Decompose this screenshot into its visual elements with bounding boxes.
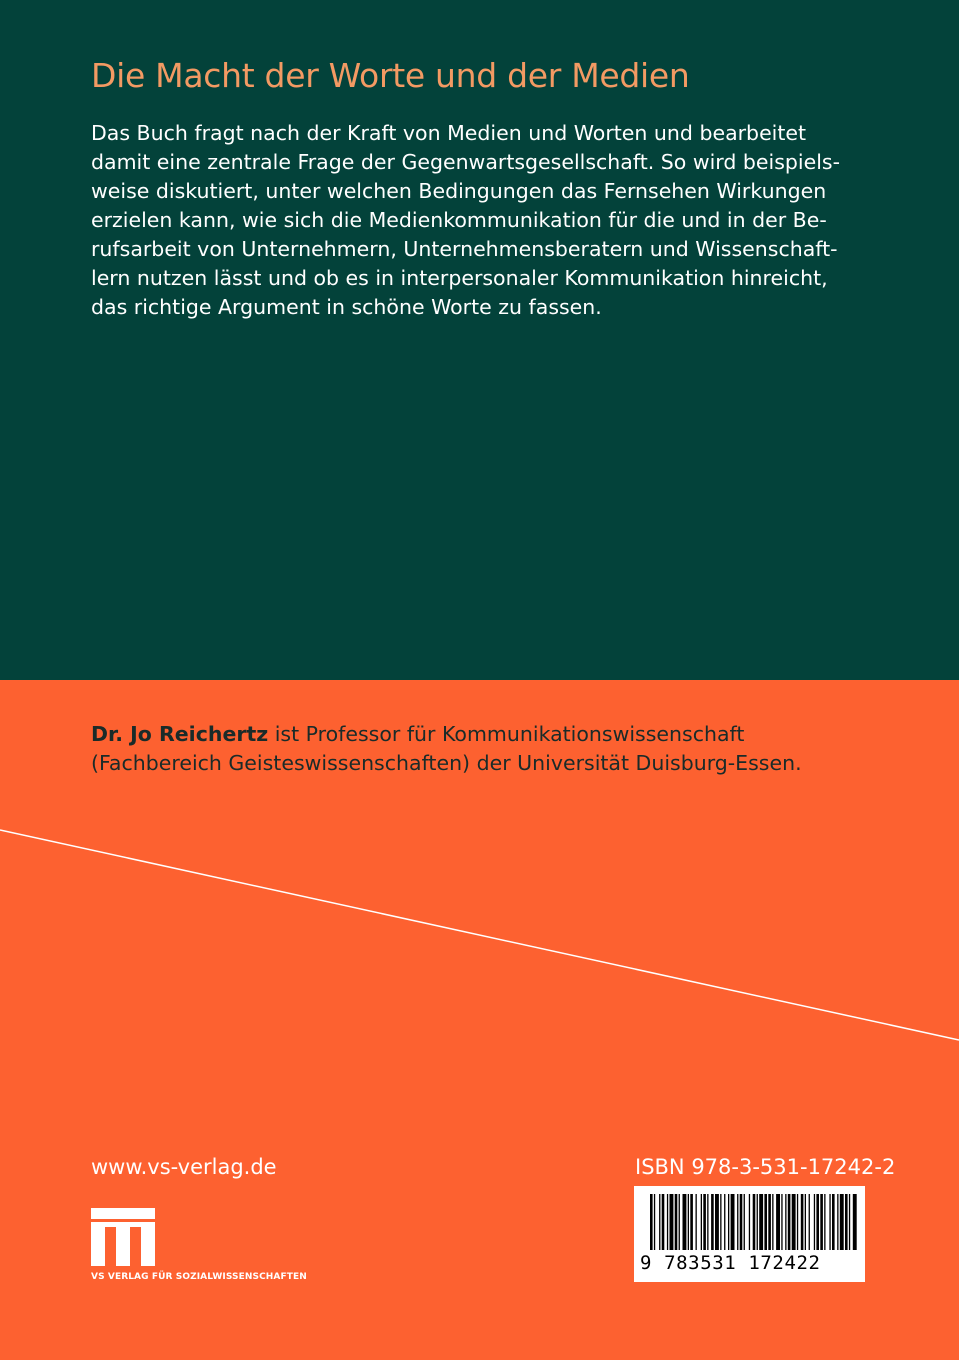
barcode-bar	[797, 1194, 798, 1250]
book-description	[91, 119, 871, 322]
description-line: das richtige Argument in schöne Worte zu fassen.	[91, 295, 602, 319]
barcode-bar	[688, 1194, 689, 1250]
barcode-bar	[845, 1194, 848, 1250]
description-line: weise diskutiert, unter welchen Bedingungen das Fernsehen Wirkungen	[91, 179, 827, 203]
book-title: Die Macht der Worte und der Medien	[91, 56, 690, 95]
barcode-bar	[840, 1194, 844, 1250]
description-line: damit eine zentrale Frage der Gegenwartsgesellschaft. So wird beispiels-	[91, 150, 841, 174]
barcode-bar	[728, 1194, 729, 1250]
barcode-bar	[701, 1194, 702, 1250]
barcode-bar	[772, 1194, 773, 1250]
description-line: erzielen kann, wie sich die Medienkommunikation für die und in der Be-	[91, 208, 827, 232]
barcode-bar	[805, 1194, 806, 1250]
barcode-bar	[749, 1194, 750, 1250]
barcode-bar	[753, 1194, 756, 1250]
barcode-bar	[650, 1194, 653, 1250]
barcode-bar	[740, 1194, 743, 1250]
barcode-bar	[737, 1194, 738, 1250]
barcode-bar	[768, 1194, 771, 1250]
barcode-bar	[662, 1194, 665, 1250]
barcode-bar	[809, 1194, 810, 1250]
barcode-bar	[690, 1194, 693, 1250]
author-name: Dr. Jo Reichertz	[91, 722, 269, 746]
barcode-bar	[654, 1194, 655, 1250]
barcode-bar	[776, 1194, 780, 1250]
vs-verlag-logo-icon	[91, 1208, 155, 1266]
publisher-url[interactable]: www.vs-verlag.de	[91, 1155, 277, 1179]
barcode-bar	[759, 1194, 763, 1250]
author-bio-line: (Fachbereich Geisteswissenschaften) der Universität Duisburg-Essen.	[91, 751, 802, 775]
barcode-bar	[715, 1194, 719, 1250]
barcode-bar	[731, 1194, 735, 1250]
barcode-bar	[814, 1194, 815, 1250]
author-bio-text: ist Professor für Kommunikationswissenschaft	[268, 722, 745, 746]
barcode-bar	[853, 1194, 857, 1250]
barcode-bar	[849, 1194, 850, 1250]
description-line: rufsarbeit von Unternehmern, Unternehmensberatern und Wissenschaft-	[91, 237, 838, 261]
barcode-bar	[764, 1194, 767, 1250]
description-line: lern nutzen lässt und ob es in interpersonaler Kommunikation hinreicht,	[91, 266, 828, 290]
description-line: Das Buch fragt nach der Kraft von Medien und Worten und bearbeitet	[91, 121, 807, 145]
barcode-digits: 9 783531 172422	[640, 1252, 821, 1274]
barcode-bar	[820, 1194, 823, 1250]
author-bio	[91, 720, 891, 778]
barcode-bar	[824, 1194, 825, 1250]
barcode-bar	[696, 1194, 697, 1250]
publisher-name: VS VERLAG FÜR SOZIALWISSENSCHAFTEN	[91, 1272, 307, 1282]
barcode-bar	[724, 1194, 725, 1250]
barcode-bar	[707, 1194, 708, 1250]
barcode-bar	[801, 1194, 804, 1250]
barcode-bar	[781, 1194, 782, 1250]
barcode-bar	[667, 1194, 668, 1250]
barcode-bar	[816, 1194, 819, 1250]
author-bio-line	[91, 720, 891, 749]
barcode-bar	[832, 1194, 835, 1250]
barcode-bar	[659, 1194, 660, 1250]
barcode-bar	[788, 1194, 791, 1250]
barcode-bar	[785, 1194, 786, 1250]
barcode-bar	[679, 1194, 680, 1250]
barcode-bar	[792, 1194, 796, 1250]
isbn-label: ISBN 978-3-531-17242-2	[635, 1155, 896, 1179]
barcode-bar	[744, 1194, 745, 1250]
barcode-bar	[757, 1194, 758, 1250]
barcode-bar	[670, 1194, 674, 1250]
barcode-bar	[829, 1194, 830, 1250]
barcode-bar	[837, 1194, 838, 1250]
barcode-bar	[703, 1194, 706, 1250]
barcode-bar	[720, 1194, 721, 1250]
barcode	[634, 1186, 865, 1282]
barcode-bar	[675, 1194, 678, 1250]
barcode-bar	[711, 1194, 714, 1250]
barcode-bar	[683, 1194, 687, 1250]
